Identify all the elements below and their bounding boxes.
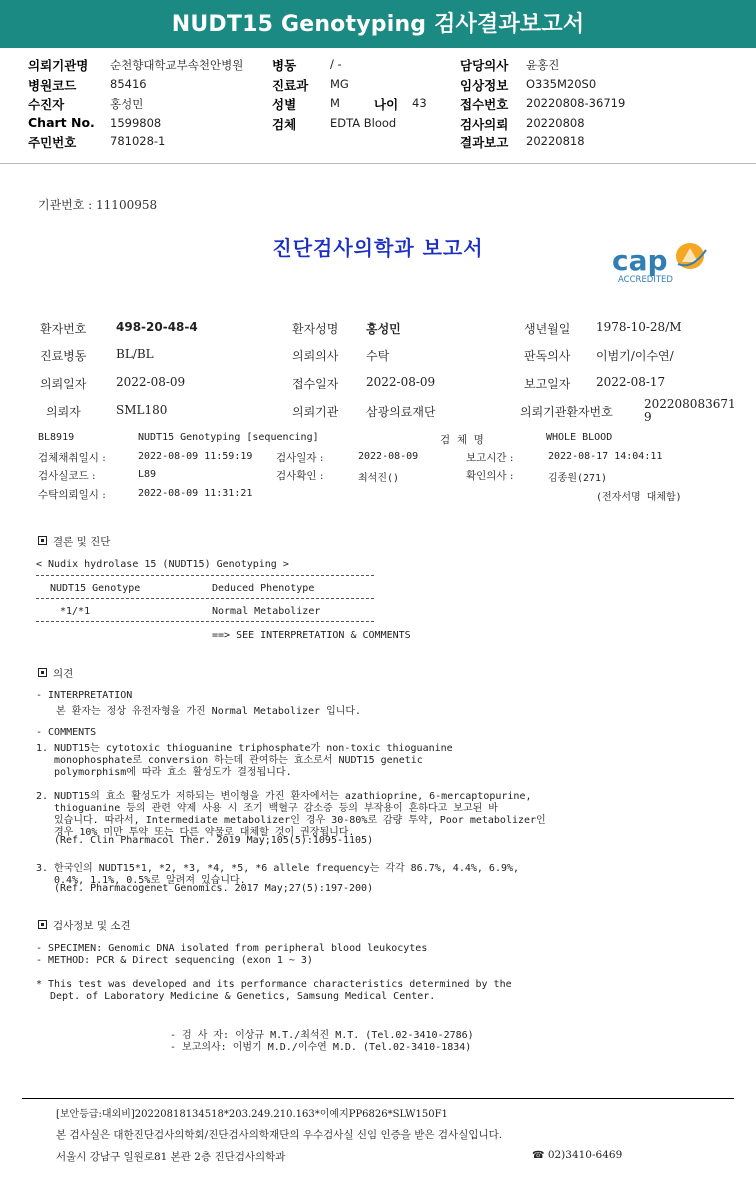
comment-2-line: 있습니다. 따라서, Intermediate metabolizer인 경우 30-80%로 감량 투약, Poor metabolizer인	[54, 815, 546, 826]
testdate-value: 2022-08-09	[358, 451, 419, 462]
certification-line: 본 검사실은 대한진단검사의학회/진단검사의학재단의 우수검사실 신임 인증을 받은 검사실입니다.	[56, 1129, 503, 1141]
hdr-label: 검체	[272, 117, 297, 132]
hdr-label: 나이	[374, 97, 399, 112]
th-phenotype: Deduced Phenotype	[212, 583, 315, 594]
lab-value: L89	[138, 469, 157, 480]
interp-text: 본 환자는 정상 유전자형을 가진 Normal Metabolizer 입니다.	[56, 706, 362, 717]
test-name: NUDT15 Genotyping [sequencing]	[138, 432, 319, 443]
td-genotype: *1/*1	[60, 606, 91, 617]
address-line: 서울시 강남구 일원로81 본관 2층 진단검사의학과	[56, 1151, 286, 1163]
specimen-line: - SPECIMEN: Genomic DNA isolated from peripheral blood leukocytes	[36, 943, 428, 954]
hdr-label: 수진자	[28, 97, 65, 112]
hdr-value: O335M20S0	[526, 77, 597, 91]
section-test-info: 검사정보 및 소견	[38, 918, 131, 933]
comment-2-line: 2. NUDT15의 효소 활성도가 저하되는 변이형을 가진 환자에서는 azathioprine, 6-mercaptopurine,	[36, 791, 532, 802]
hdr-label: 결과보고	[460, 135, 509, 150]
footer-divider	[22, 1098, 734, 1099]
cap-text: cap	[612, 244, 668, 277]
info-value: 이범기/이수연/	[596, 349, 674, 363]
specimen-value: WHOLE BLOOD	[546, 432, 613, 443]
hdr-value: 20220808	[526, 116, 585, 130]
testdate-label: 검사일자 :	[276, 452, 324, 464]
hdr-label: 검사의뢰	[460, 117, 509, 132]
info-label: 접수일자	[292, 377, 339, 391]
specimen-label: 검 체 명	[440, 434, 484, 446]
phone-icon: ☎	[532, 1150, 545, 1161]
divider	[36, 621, 374, 622]
divider	[36, 598, 374, 599]
hdr-value: 윤홍진	[526, 58, 560, 72]
consign-value: 2022-08-09 11:31:21	[138, 488, 253, 499]
comments-head: - COMMENTS	[36, 727, 97, 738]
nudix-title: < Nudix hydrolase 15 (NUDT15) Genotyping >	[36, 559, 289, 570]
hdr-label: 진료과	[272, 78, 309, 93]
hdr-value: MG	[330, 77, 349, 91]
section-bullet-icon	[38, 920, 47, 929]
td-phenotype: Normal Metabolizer	[212, 606, 321, 617]
section-conclusion: 결론 및 진단	[38, 534, 110, 549]
info-label: 의뢰일자	[40, 377, 87, 391]
method-line: - METHOD: PCR & Direct sequencing (exon 1 ~ 3)	[36, 955, 313, 966]
confirmdoc-value: 김종원(271)	[548, 473, 608, 484]
institution-no: 기관번호 : 11100958	[38, 198, 158, 212]
note-line: * This test was developed and its performance characteristics determined by the	[36, 979, 512, 990]
hdr-label: 임상정보	[460, 78, 509, 93]
interp-head: - INTERPRETATION	[36, 690, 133, 701]
reporttime-label: 보고시간 :	[466, 452, 514, 464]
hdr-label: 병원코드	[28, 78, 77, 93]
reporter-line: - 보고의사: 이범기 M.D./이수연 M.D. (Tel.02-3410-1834)	[170, 1042, 472, 1053]
tester-line: - 검 사 자: 이상규 M.T./최석진 M.T. (Tel.02-3410-2786)	[170, 1030, 474, 1041]
info-label: 판독의사	[524, 349, 571, 363]
report-body	[0, 180, 756, 1183]
confirm-value: 최석진()	[358, 473, 400, 484]
info-value-cont: 9	[644, 410, 652, 424]
divider	[36, 575, 374, 576]
hdr-value: 20220808-36719	[526, 96, 626, 110]
hdr-value: EDTA Blood	[330, 116, 397, 130]
main-title: 진단검사의학과 보고서	[272, 236, 484, 260]
info-label: 보고일자	[524, 377, 571, 391]
confirm-label: 검사확인 :	[276, 470, 324, 482]
comment-3-line: 3. 한국인의 NUDT15*1, *2, *3, *4, *5, *6 allele frequency는 각각 86.7%, 4.4%, 6.9%,	[36, 863, 520, 874]
info-value: 2022-08-17	[596, 375, 666, 389]
hdr-label: 주민번호	[28, 135, 77, 150]
header-info	[0, 52, 756, 164]
info-label: 의뢰기관	[292, 405, 339, 419]
section-bullet-icon	[38, 668, 47, 677]
hdr-value: 홍성민	[110, 97, 144, 111]
info-value: 1978-10-28/M	[596, 320, 682, 334]
reporttime-value: 2022-08-17 14:04:11	[548, 451, 663, 462]
hdr-value: 순천향대학교부속천안병원	[110, 58, 244, 72]
see-interpretation: ==> SEE INTERPRETATION & COMMENTS	[212, 630, 411, 641]
consign-label: 수탁의뢰일시 :	[38, 489, 106, 501]
comment-3-line: (Ref. Pharmacogenet Genomics. 2017 May;27(5):197-200)	[54, 883, 374, 894]
cap-accredited-logo	[612, 240, 712, 288]
comment-2-line: thioguanine 등의 관련 약제 사용 시 조기 백혈구 감소증 등의 부작용이 흔하다고 보고된 바	[54, 803, 498, 814]
hdr-label: 성별	[272, 97, 297, 112]
collect-label: 검체채취일시 :	[38, 452, 106, 464]
comment-1-line: monophosphate로 conversion 하는데 관여하는 효소로서 NUDT15 genetic	[54, 755, 423, 766]
info-label: 의뢰기관환자번호	[520, 405, 613, 419]
test-code: BL8919	[38, 432, 75, 443]
info-value: 삼광의료재단	[366, 405, 436, 419]
info-value: 498-20-48-4	[116, 320, 198, 334]
comment-2-line: (Ref. Clin Pharmacol Ther. 2019 May;105(5):1095-1105)	[54, 835, 374, 846]
info-value: 2022-08-09	[116, 375, 186, 389]
info-label: 환자성명	[292, 322, 339, 336]
info-value: 202208083671	[644, 397, 736, 411]
collect-value: 2022-08-09 11:59:19	[138, 451, 253, 462]
info-value: SML180	[116, 403, 168, 417]
comment-1-line: 1. NUDT15는 cytotoxic thioguanine triphosphate가 non-toxic thioguanine	[36, 743, 453, 754]
info-label: 의뢰자	[46, 405, 81, 419]
phone-line: ☎ 02)3410-6469	[532, 1149, 623, 1161]
info-value: BL/BL	[116, 347, 154, 361]
hdr-value: M	[330, 96, 340, 110]
hdr-label: 병동	[272, 58, 297, 73]
hdr-label: Chart No.	[28, 115, 95, 130]
lab-label: 검사실코드 :	[38, 470, 96, 482]
section-bullet-icon	[38, 536, 47, 545]
hdr-value: 1599808	[110, 116, 162, 130]
info-value: 2022-08-09	[366, 375, 436, 389]
info-value: 수탁	[366, 349, 390, 363]
hdr-value: / -	[330, 57, 342, 71]
info-label: 진료병동	[40, 349, 87, 363]
hdr-value: 20220818	[526, 134, 585, 148]
info-label: 생년월일	[524, 322, 571, 336]
cap-sub: ACCREDITED	[618, 275, 673, 285]
th-genotype: NUDT15 Genotype	[50, 583, 141, 594]
comment-3-line: 0.4%, 1.1%, 0.5%로 알려져 있습니다.	[54, 875, 246, 886]
info-value: 홍성민	[366, 322, 401, 336]
confirmdoc-label: 확인의사 :	[466, 470, 514, 482]
hdr-label: 담당의사	[460, 58, 509, 73]
esign-note: (전자서명 대체함)	[596, 492, 682, 503]
note-line: Dept. of Laboratory Medicine & Genetics, Samsung Medical Center.	[50, 991, 436, 1002]
hdr-label: 접수번호	[460, 97, 509, 112]
hdr-value: 43	[412, 96, 427, 110]
hdr-label: 의뢰기관명	[28, 58, 89, 73]
report-title: NUDT15 Genotyping 검사결과보고서	[0, 0, 756, 48]
section-opinion: 의견	[38, 666, 73, 681]
comment-1-line: polymorphism에 따라 효소 활성도가 결정됩니다.	[54, 767, 292, 778]
comment-2-line: 경우 10% 미만 투약 또는 다른 약물로 대체할 것이 권장됩니다.	[54, 827, 355, 838]
info-label: 의뢰의사	[292, 349, 339, 363]
hdr-value: 85416	[110, 77, 147, 91]
info-label: 환자번호	[40, 322, 87, 336]
security-line: [보안등급:대외비]20220818134518*203.249.210.163*이예지PP6826*SLW150F1	[56, 1109, 448, 1120]
hdr-value: 781028-1	[110, 134, 166, 148]
